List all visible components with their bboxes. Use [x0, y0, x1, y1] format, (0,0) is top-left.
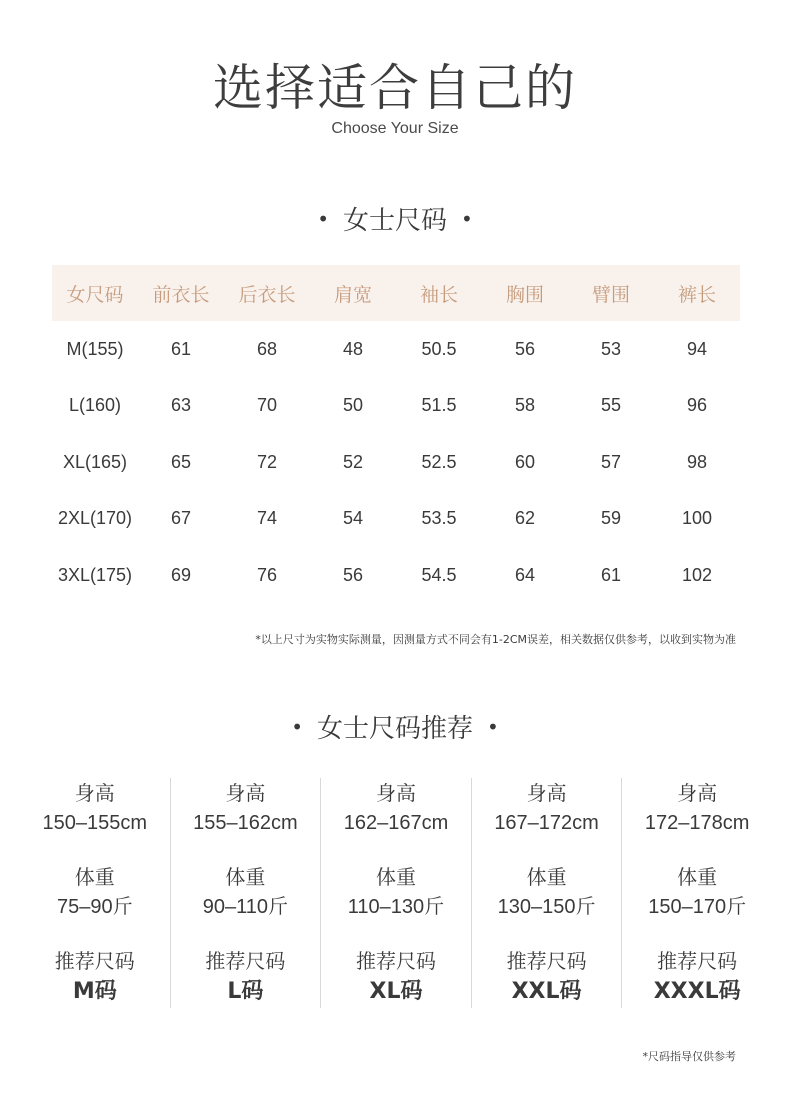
- spacer: [472, 838, 622, 862]
- spacer: [622, 922, 772, 946]
- weight-range: 110–130斤: [347, 896, 445, 918]
- size-label-cell: M(155): [66, 338, 124, 359]
- measurement-cell: 54: [342, 508, 364, 529]
- height-range: 172–178cm: [644, 812, 750, 834]
- recommended-size-label: 推荐尺码: [205, 949, 286, 973]
- measurement-cell: 61: [600, 564, 622, 585]
- height-label: 身高: [74, 781, 115, 805]
- section-heading-recommendation: [0, 708, 790, 745]
- recommended-size-label: 推荐尺码: [506, 949, 587, 973]
- height-range: 155–162cm: [193, 812, 298, 834]
- recommended-size: XXXL码: [653, 979, 741, 1004]
- section-heading-text: 女士尺码推荐: [316, 714, 473, 744]
- measurement-cell: 56: [342, 564, 364, 585]
- weight-range: 75–90斤: [56, 896, 133, 918]
- spacer: [321, 838, 471, 862]
- weight-label: 体重: [677, 865, 718, 889]
- height-label: 身高: [677, 781, 718, 805]
- table-row: [52, 378, 740, 435]
- recommended-size-label: 推荐尺码: [355, 949, 436, 973]
- recommended-size: M码: [72, 979, 117, 1004]
- spacer: [171, 838, 321, 862]
- recommendation-column: [320, 778, 471, 1008]
- spacer: [622, 838, 772, 862]
- spacer: [20, 838, 170, 862]
- guide-note: *尺码指导仅供参考: [642, 1050, 736, 1063]
- spacer: [321, 922, 471, 946]
- measurement-cell: 51.5: [421, 395, 457, 416]
- measurement-cell: 98: [686, 451, 708, 472]
- header-cell: 前衣长: [138, 265, 224, 321]
- table-row: [52, 321, 740, 378]
- recommended-size-label: 推荐尺码: [54, 949, 135, 973]
- height-label: 身高: [225, 781, 266, 805]
- measurement-cell: 50.5: [421, 338, 457, 359]
- recommended-size: XL码: [369, 979, 423, 1004]
- header-cell: 女尺码: [52, 265, 138, 321]
- measurement-cell: 67: [170, 508, 192, 529]
- table-row: [52, 434, 740, 491]
- measurement-cell: 96: [686, 395, 708, 416]
- measurement-cell: 70: [256, 395, 278, 416]
- measurement-cell: 94: [686, 338, 708, 359]
- measurement-cell: 48: [342, 338, 364, 359]
- recommendation-column: [471, 778, 622, 1008]
- measurement-cell: 56: [514, 338, 536, 359]
- weight-label: 体重: [225, 865, 266, 889]
- measurement-cell: 58: [514, 395, 536, 416]
- measurement-cell: 102: [681, 564, 713, 585]
- measurement-cell: 52: [342, 451, 364, 472]
- weight-label: 体重: [375, 865, 416, 889]
- measurement-cell: 59: [600, 508, 622, 529]
- size-label-cell: 2XL(170): [57, 508, 133, 529]
- measurement-cell: 62: [514, 508, 536, 529]
- recommended-size-label: 推荐尺码: [657, 949, 738, 973]
- recommendation-column: [20, 778, 170, 1008]
- measurement-cell: 72: [256, 451, 278, 472]
- measurement-cell: 63: [170, 395, 192, 416]
- measurement-cell: 50: [342, 395, 364, 416]
- measurement-cell: 55: [600, 395, 622, 416]
- height-label: 身高: [526, 781, 567, 805]
- size-table: [52, 265, 740, 604]
- bullet-dot: •: [317, 207, 329, 231]
- page-title: 选择适合自己的: [213, 59, 577, 117]
- header-cell: 臂围: [568, 265, 654, 321]
- section-heading-size-chart: [0, 200, 790, 237]
- spacer: [20, 922, 170, 946]
- bullet-dot: •: [487, 715, 499, 739]
- page-subtitle: Choose Your Size: [331, 120, 459, 137]
- weight-label: 体重: [526, 865, 567, 889]
- weight-range: 130–150斤: [497, 896, 596, 918]
- measurement-cell: 69: [170, 564, 192, 585]
- height-label: 身高: [375, 781, 416, 805]
- section-heading-text: 女士尺码: [342, 206, 447, 236]
- bullet-dot: •: [291, 715, 303, 739]
- measurement-cell: 74: [256, 508, 278, 529]
- measurement-cell: 60: [514, 451, 536, 472]
- header-cell: 袖长: [396, 265, 482, 321]
- table-header-row: [52, 265, 740, 321]
- weight-range: 150–170斤: [648, 896, 747, 918]
- height-range: 167–172cm: [494, 812, 599, 834]
- weight-range: 90–110斤: [202, 896, 289, 918]
- measurement-cell: 54.5: [421, 564, 457, 585]
- measurement-cell: 61: [170, 338, 192, 359]
- measurement-cell: 68: [256, 338, 278, 359]
- weight-label: 体重: [74, 865, 115, 889]
- measurement-note: *以上尺寸为实物实际测量，因测量方式不同会有1-2CM误差，相关数据仅供参考，以收到实物为准: [255, 633, 736, 646]
- measurement-cell: 76: [256, 564, 278, 585]
- header-cell: 裤长: [654, 265, 740, 321]
- height-range: 162–167cm: [343, 812, 449, 834]
- recommendation-grid: [20, 778, 772, 1008]
- spacer: [472, 922, 622, 946]
- measurement-cell: 53: [600, 338, 622, 359]
- recommended-size: XXL码: [511, 979, 582, 1004]
- header-cell: 胸围: [482, 265, 568, 321]
- table-row: [52, 491, 740, 548]
- measurement-cell: 52.5: [421, 451, 457, 472]
- measurement-cell: 100: [681, 508, 713, 529]
- bullet-dot: •: [461, 207, 473, 231]
- table-row: [52, 547, 740, 604]
- size-label-cell: XL(165): [62, 451, 128, 472]
- size-label-cell: L(160): [68, 395, 122, 416]
- measurement-cell: 64: [514, 564, 536, 585]
- spacer: [171, 922, 321, 946]
- header-cell: 肩宽: [310, 265, 396, 321]
- recommendation-column: [621, 778, 772, 1008]
- recommendation-column: [170, 778, 321, 1008]
- measurement-cell: 65: [170, 451, 192, 472]
- measurement-cell: 57: [600, 451, 622, 472]
- height-range: 150–155cm: [42, 812, 148, 834]
- header-cell: 后衣长: [224, 265, 310, 321]
- measurement-cell: 53.5: [421, 508, 457, 529]
- recommended-size: L码: [227, 979, 264, 1004]
- size-label-cell: 3XL(175): [57, 564, 133, 585]
